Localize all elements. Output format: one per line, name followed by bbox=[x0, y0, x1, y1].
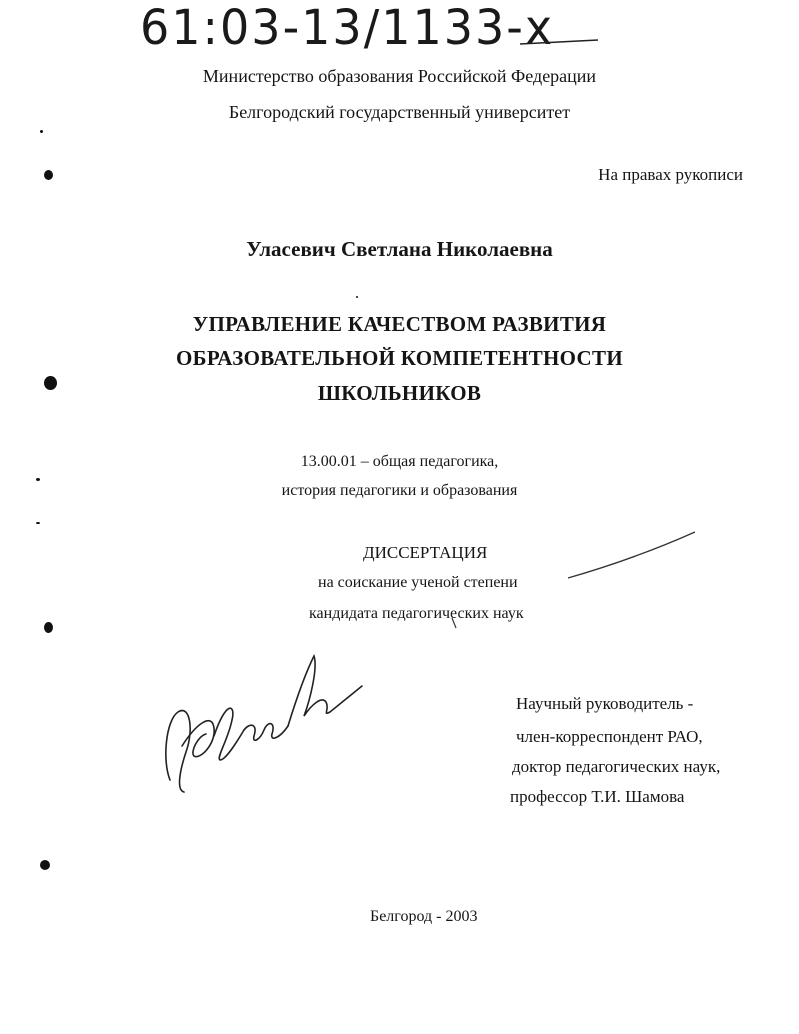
manuscript-rights-note: На правах рукописи bbox=[598, 165, 743, 184]
scan-speck bbox=[36, 478, 40, 481]
title-line-1: УПРАВЛЕНИЕ КАЧЕСТВОМ РАЗВИТИЯ bbox=[192, 312, 607, 336]
handwritten-archive-number: 61:03-13/1133-x bbox=[140, 0, 555, 56]
title-line-2: ОБРАЗОВАТЕЛЬНОЙ КОМПЕТЕНТНОСТИ bbox=[176, 346, 623, 370]
scan-speck bbox=[44, 622, 53, 633]
place-year: Белгород - 2003 bbox=[370, 908, 478, 925]
specialty-code: 13.00.01 – общая педагогика, bbox=[300, 453, 499, 470]
scan-speck bbox=[40, 130, 43, 133]
supervisor-label: Научный руководитель - bbox=[516, 694, 694, 713]
signature bbox=[166, 656, 362, 792]
specialty-name: история педагогики и образования bbox=[281, 482, 518, 499]
supervisor-degree: доктор педагогических наук, bbox=[512, 757, 721, 776]
work-type-heading: ДИССЕРТАЦИЯ bbox=[363, 543, 488, 562]
diagonal-pen-line bbox=[568, 532, 695, 578]
scan-speck bbox=[40, 860, 50, 870]
supervisor-title: член-корреспондент РАО, bbox=[516, 727, 703, 746]
ministry-name: Министерство образования Российской Федерации bbox=[202, 66, 597, 86]
title-line-3: ШКОЛЬНИКОВ bbox=[317, 381, 482, 405]
supervisor-name: профессор Т.И. Шамова bbox=[510, 787, 685, 806]
author-name: Уласевич Светлана Николаевна bbox=[246, 237, 553, 261]
degree-line: на соискание ученой степени bbox=[318, 574, 518, 591]
archive-number-underline bbox=[520, 40, 598, 44]
scan-speck bbox=[36, 522, 40, 524]
university-name: Белгородский государственный университет bbox=[228, 102, 571, 122]
scan-speck bbox=[44, 376, 57, 390]
degree-field-line: кандидата педагогических наук bbox=[309, 605, 524, 622]
scan-speck bbox=[44, 170, 53, 180]
scan-speck bbox=[356, 296, 358, 298]
pen-tick-mark bbox=[452, 618, 456, 628]
